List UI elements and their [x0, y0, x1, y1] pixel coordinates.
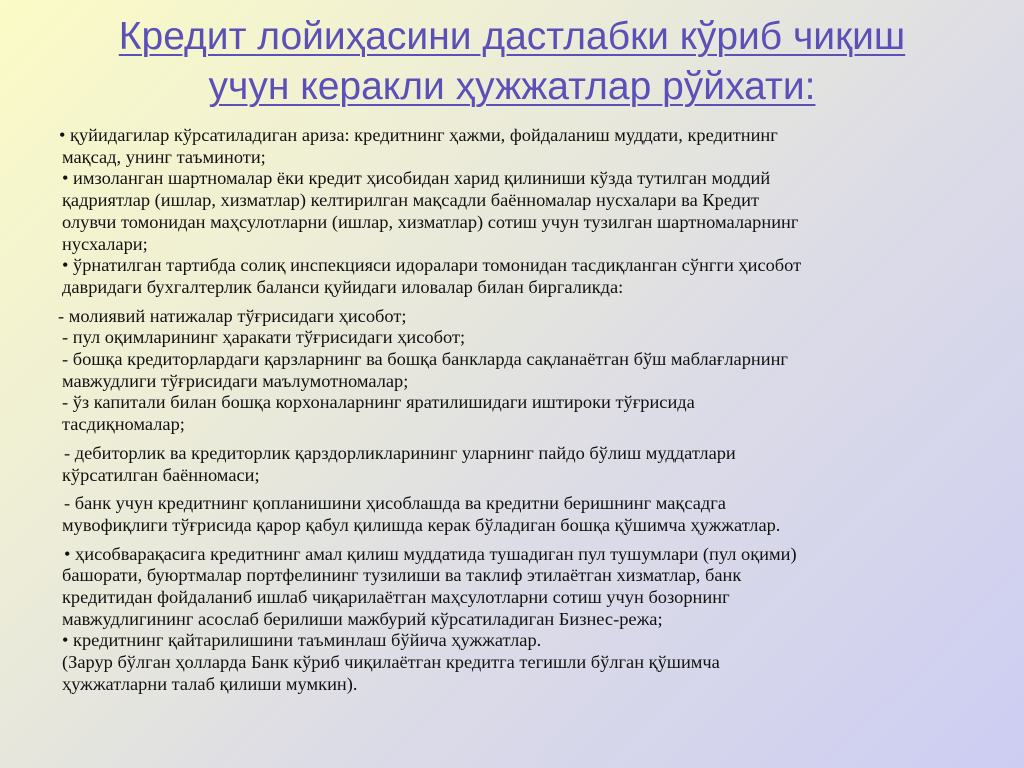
text-line: кредитидан фойдаланиб ишлаб чиқарилаётган маҳсулотларни сотиш учун бозорнинг: [62, 587, 730, 608]
paragraph-business-plan: [62, 544, 1002, 696]
text-line: давридаги бухгалтерлик баланси қуйидаги иловалар билан биргаликда:: [62, 276, 624, 297]
text-line: мавжудлиги тўғрисидаги маълумотномалар;: [62, 370, 409, 391]
text-line: мавжудлигининг асослаб берилиши мажбурий кўрсатиладиган Бизнес-режа;: [62, 608, 663, 629]
text-line: тасдиқномалар;: [62, 414, 185, 435]
text-line: • ҳисобварақасига кредитнинг амал қилиш муддатида тушадиган пул тушумлари (пул оқими): [64, 543, 797, 564]
text-line: - ўз капитали билан бошқа корхоналарнинг яратилишидаги иштироки тўғрисида: [62, 392, 695, 413]
text-line: ҳужжатларни талаб қилиши мумкин).: [62, 673, 358, 694]
text-line: мақсад, унинг таъминоти;: [62, 146, 266, 167]
document-body: [58, 125, 1002, 696]
text-line: кўрсатилган баённомаси;: [62, 464, 260, 485]
text-line: олувчи томонидан маҳсулотларни (ишлар, хизматлар) сотиш учун тузилган шартномаларнинг: [62, 211, 799, 232]
paragraph-debts: [62, 443, 1002, 486]
paragraph-application: [59, 125, 1002, 299]
title-line-1: Кредит лойиҳасини дастлабки кўриб чиқиш: [118, 15, 906, 58]
text-line: • имзоланган шартномалар ёки кредит ҳисобидан харид қилиниши кўзда тутилган моддий: [62, 168, 771, 189]
text-line: - бошқа кредиторлардаги қарзларнинг ва бошқа банкларда сақланаётган бўш маблағларнинг: [62, 349, 788, 370]
text-line: - пул оқимларининг ҳаракати тўғрисидаги ҳисобот;: [62, 327, 466, 348]
text-line: (Зарур бўлган ҳолларда Банк кўриб чиқилаётган кредитга тегишли бўлган қўшимча: [62, 652, 720, 673]
text-line: • қуйидагилар кўрсатиладиган ариза: кредитнинг ҳажми, фойдаланиш муддати, кредитнинг: [59, 125, 778, 145]
text-line: - банк учун кредитнинг қопланишини ҳисоблашда ва кредитни беришнинг мақсадга: [64, 493, 726, 514]
paragraph-balance-attachments: [58, 305, 1002, 436]
text-line: • ўрнатилган тартибда солиқ инспекцияси идоралари томонидан тасдиқланган сўнгги ҳисобот: [62, 255, 802, 276]
text-line: нусхалари;: [62, 233, 148, 254]
text-line: қадриятлар (ишлар, хизматлар) келтирилган мақсадли баённомалар нусхалари ва Кредит: [62, 190, 759, 211]
text-line: - дебиторлик ва кредиторлик қарздорликларининг уларнинг пайдо бўлиш муддатлари: [64, 442, 736, 463]
text-line: мувофиқлиги тўғрисида қарор қабул қилишда керак бўладиган бошқа қўшимча ҳужжатлар.: [62, 514, 781, 535]
paragraph-other-documents: [62, 493, 1002, 536]
text-line: • кредитнинг қайтарилишини таъминлаш бўйича ҳужжатлар.: [62, 630, 542, 651]
slide-title: [0, 12, 1024, 112]
text-line: - молиявий натижалар тўғрисидаги ҳисобот;: [58, 305, 407, 326]
text-line: башорати, буюртмалар портфелининг тузилиши ва таклиф этилаётган хизматлар, банк: [62, 565, 742, 586]
title-line-2: учун керакли ҳужжатлар рўйхати:: [208, 65, 816, 108]
